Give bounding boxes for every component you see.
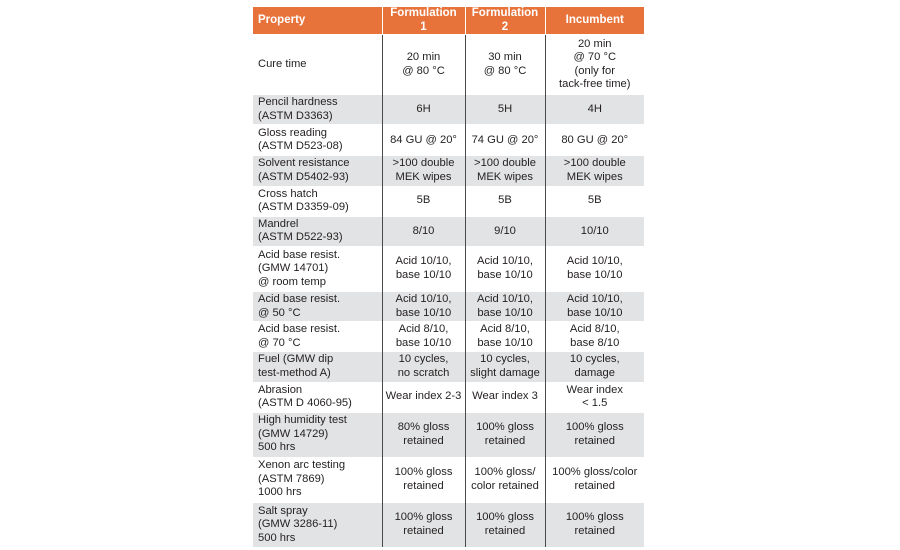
cell-line: >100 double — [392, 157, 455, 170]
formulation-2-cell — [465, 502, 545, 547]
cell-line: 5B — [416, 194, 431, 207]
cell-line: base 10/10 — [477, 306, 533, 319]
cell-line: 100% gloss — [476, 421, 534, 434]
cell-line: base 8/10 — [570, 336, 620, 349]
cell-line: (only for — [574, 64, 615, 77]
cell-line: Acid base resist. — [258, 248, 341, 261]
formulation-2-cell — [465, 352, 545, 382]
cell-line: tack-free time) — [559, 78, 631, 91]
cell-line: >100 double — [474, 157, 536, 170]
property-cell — [253, 322, 382, 352]
cell-line: Acid base resist. — [258, 292, 341, 305]
incumbent-cell — [545, 216, 644, 246]
cell-line: MEK wipes — [566, 170, 623, 183]
table-row — [253, 125, 644, 156]
formulation-1-cell — [382, 125, 465, 156]
incumbent-cell — [545, 457, 644, 502]
cell-line: Abrasion — [258, 383, 303, 396]
cell-line: slight damage — [470, 366, 540, 379]
cell-line: Acid 8/10, — [398, 323, 449, 336]
table-row — [253, 216, 644, 246]
cell-line: (ASTM D3359-09) — [258, 201, 349, 214]
cell-line: retained — [403, 434, 444, 447]
property-cell — [253, 382, 382, 412]
cell-line: base 10/10 — [477, 336, 533, 349]
cell-line: Acid base resist. — [258, 323, 341, 336]
cell-line: 9/10 — [494, 224, 516, 237]
incumbent-cell — [545, 352, 644, 382]
header-property: Property — [253, 7, 382, 35]
header-formulation-1: Formulation 1 — [382, 7, 465, 35]
cell-line: 1000 hrs — [258, 486, 302, 499]
cell-line: base 10/10 — [395, 268, 452, 281]
formulation-1-cell — [382, 502, 465, 547]
incumbent-cell — [545, 156, 644, 186]
cell-line: @ 70 °C — [573, 51, 617, 64]
cell-line: (GMW 3286-11) — [258, 518, 338, 531]
formulation-1-cell — [382, 156, 465, 186]
cell-line: retained — [574, 479, 615, 492]
cell-line: base 10/10 — [395, 336, 452, 349]
cell-line: (ASTM D5402-93) — [258, 170, 349, 183]
cell-line: 100% gloss — [394, 466, 453, 479]
property-cell — [253, 412, 382, 457]
formulation-2-cell — [465, 291, 545, 321]
cell-line: Salt spray — [258, 504, 308, 517]
cell-line: @ 80 °C — [483, 64, 527, 77]
cell-line: base 10/10 — [477, 268, 533, 281]
cell-line: 5B — [498, 194, 512, 207]
cell-line: 80% gloss — [397, 421, 450, 434]
incumbent-cell — [545, 246, 644, 291]
cell-line: Wear index 2-3 — [385, 390, 462, 403]
cell-line: 10 cycles, damage — [569, 353, 620, 379]
incumbent-cell — [545, 412, 644, 457]
cell-line: Fuel (GMW dip — [258, 353, 334, 366]
incumbent-cell — [545, 95, 644, 125]
cell-line: 100% gloss — [476, 511, 534, 524]
formulation-2-cell — [465, 246, 545, 291]
table-row — [253, 35, 644, 95]
formulation-2-cell — [465, 186, 545, 216]
cell-line: High humidity test — [258, 414, 347, 427]
cell-line: 10/10 — [580, 224, 609, 237]
cell-line: 10 cycles, — [398, 353, 449, 366]
cell-line: @ room temp — [258, 275, 326, 288]
cell-line: < 1.5 — [582, 397, 608, 410]
cell-line: Solvent resistance — [258, 157, 350, 170]
cell-line: color retained — [471, 479, 539, 492]
incumbent-cell — [545, 502, 644, 547]
table-body — [253, 35, 644, 548]
property-cell — [253, 35, 382, 95]
cell-line: 6H — [416, 102, 431, 115]
cell-line: @ 80 °C — [402, 64, 445, 77]
formulation-1-cell — [382, 322, 465, 352]
cell-line: (ASTM 7869) — [258, 472, 325, 485]
cell-line: MEK wipes — [395, 170, 452, 183]
cell-line: @ 70 °C — [258, 336, 301, 349]
table-row — [253, 156, 644, 186]
incumbent-cell — [545, 186, 644, 216]
formulation-1-cell — [382, 95, 465, 125]
cell-line: Wear index 3 — [472, 390, 538, 403]
property-cell — [253, 186, 382, 216]
table-row — [253, 502, 644, 547]
formulation-2-cell — [465, 156, 545, 186]
formulation-1-cell — [382, 291, 465, 321]
cell-line: 20 min — [577, 37, 612, 50]
cell-line: 4H — [587, 102, 602, 115]
cell-line: no scratch — [397, 366, 450, 379]
comparison-table — [253, 7, 644, 547]
cell-line: 500 hrs — [258, 441, 296, 454]
cell-line: retained — [574, 524, 615, 537]
formulation-1-cell — [382, 35, 465, 95]
cell-line: 30 min — [488, 51, 522, 64]
property-cell — [253, 502, 382, 547]
table-row — [253, 291, 644, 321]
cell-line: Acid 8/10, — [480, 323, 530, 336]
formulation-1-cell — [382, 457, 465, 502]
formulation-1-cell — [382, 412, 465, 457]
formulation-1-cell — [382, 382, 465, 412]
cell-line: Pencil hardness — [258, 96, 338, 109]
cell-line: Acid 8/10, — [569, 323, 620, 336]
cell-line: (ASTM D 4060-95) — [258, 397, 352, 410]
cell-line: Mandrel — [258, 217, 299, 230]
cell-line: retained — [484, 434, 526, 447]
cell-line: 80 GU @ 20° — [561, 133, 629, 146]
table-row — [253, 457, 644, 502]
cell-line: (ASTM D522-93) — [258, 231, 343, 244]
header-formulation-2: Formulation 2 — [465, 7, 545, 35]
cell-line: Acid 10/10, — [477, 255, 533, 268]
cell-line: MEK wipes — [477, 170, 533, 183]
formulation-2-cell — [465, 322, 545, 352]
cell-line: 500 hrs — [258, 531, 296, 544]
table-row — [253, 382, 644, 412]
property-cell — [253, 216, 382, 246]
formulation-1-cell — [382, 352, 465, 382]
formulation-2-cell — [465, 457, 545, 502]
cell-line: 100% gloss — [565, 421, 624, 434]
formulation-2-cell — [465, 382, 545, 412]
cell-line: Acid 10/10, — [395, 292, 452, 305]
table-row — [253, 186, 644, 216]
cell-line: base 10/10 — [395, 306, 452, 319]
table-row — [253, 95, 644, 125]
incumbent-cell — [545, 322, 644, 352]
property-cell — [253, 457, 382, 502]
cell-line: Acid 10/10, — [477, 292, 533, 305]
cell-line: 5B — [587, 194, 602, 207]
cell-line: 10 cycles, — [480, 353, 530, 366]
cell-line: retained — [484, 524, 526, 537]
formulation-2-cell — [465, 125, 545, 156]
cell-line: (GMW 14729) — [258, 427, 329, 440]
formulation-1-cell — [382, 186, 465, 216]
property-cell — [253, 95, 382, 125]
formulation-2-cell — [465, 35, 545, 95]
property-cell — [253, 246, 382, 291]
table-row — [253, 352, 644, 382]
table-row — [253, 412, 644, 457]
incumbent-cell — [545, 125, 644, 156]
formulation-1-cell — [382, 246, 465, 291]
cell-line: (ASTM D523-08) — [258, 140, 343, 153]
cell-line: Wear index — [566, 383, 623, 396]
formulation-1-cell — [382, 216, 465, 246]
cell-line: retained — [403, 524, 444, 537]
header-incumbent: Incumbent — [545, 7, 644, 35]
formulation-2-cell — [465, 95, 545, 125]
cell-line: 100% gloss — [394, 511, 453, 524]
table-row — [253, 322, 644, 352]
property-cell — [253, 352, 382, 382]
property-cell — [253, 156, 382, 186]
cell-line: base 10/10 — [567, 306, 623, 319]
cell-line: 74 GU @ 20° — [471, 133, 539, 146]
cell-line: 100% gloss — [565, 511, 624, 524]
property-cell — [253, 125, 382, 156]
cell-line: Cross hatch — [258, 187, 318, 200]
cell-line: @ 50 °C — [258, 306, 301, 319]
cell-line: (ASTM D3363) — [258, 109, 333, 122]
incumbent-cell — [545, 382, 644, 412]
cell-line: 8/10 — [412, 224, 435, 237]
cell-line: 100% gloss/color — [552, 466, 638, 479]
property-cell — [253, 291, 382, 321]
cell-line: (GMW 14701) — [258, 262, 329, 275]
cell-line: retained — [574, 434, 615, 447]
cell-line: 84 GU @ 20° — [390, 133, 457, 146]
cell-line: Xenon arc testing — [258, 459, 346, 472]
header-row — [253, 7, 644, 35]
cell-line: base 10/10 — [567, 268, 623, 281]
cell-line: Gloss reading — [258, 126, 328, 139]
table-row — [253, 246, 644, 291]
cell-line: >100 double — [563, 157, 626, 170]
cell-line: 100% gloss/ — [474, 466, 536, 479]
cell-line: 20 min — [406, 51, 441, 64]
cell-line: 5H — [497, 102, 513, 115]
cell-line: test-method A) — [258, 366, 331, 379]
formulation-2-cell — [465, 412, 545, 457]
cell-line: Acid 10/10, — [566, 255, 623, 268]
incumbent-cell — [545, 35, 644, 95]
cell-line: retained — [403, 479, 444, 492]
incumbent-cell — [545, 291, 644, 321]
cell-line: Cure time — [258, 57, 307, 70]
cell-line: Acid 10/10, — [566, 292, 623, 305]
cell-line: Acid 10/10, — [395, 255, 452, 268]
formulation-2-cell — [465, 216, 545, 246]
